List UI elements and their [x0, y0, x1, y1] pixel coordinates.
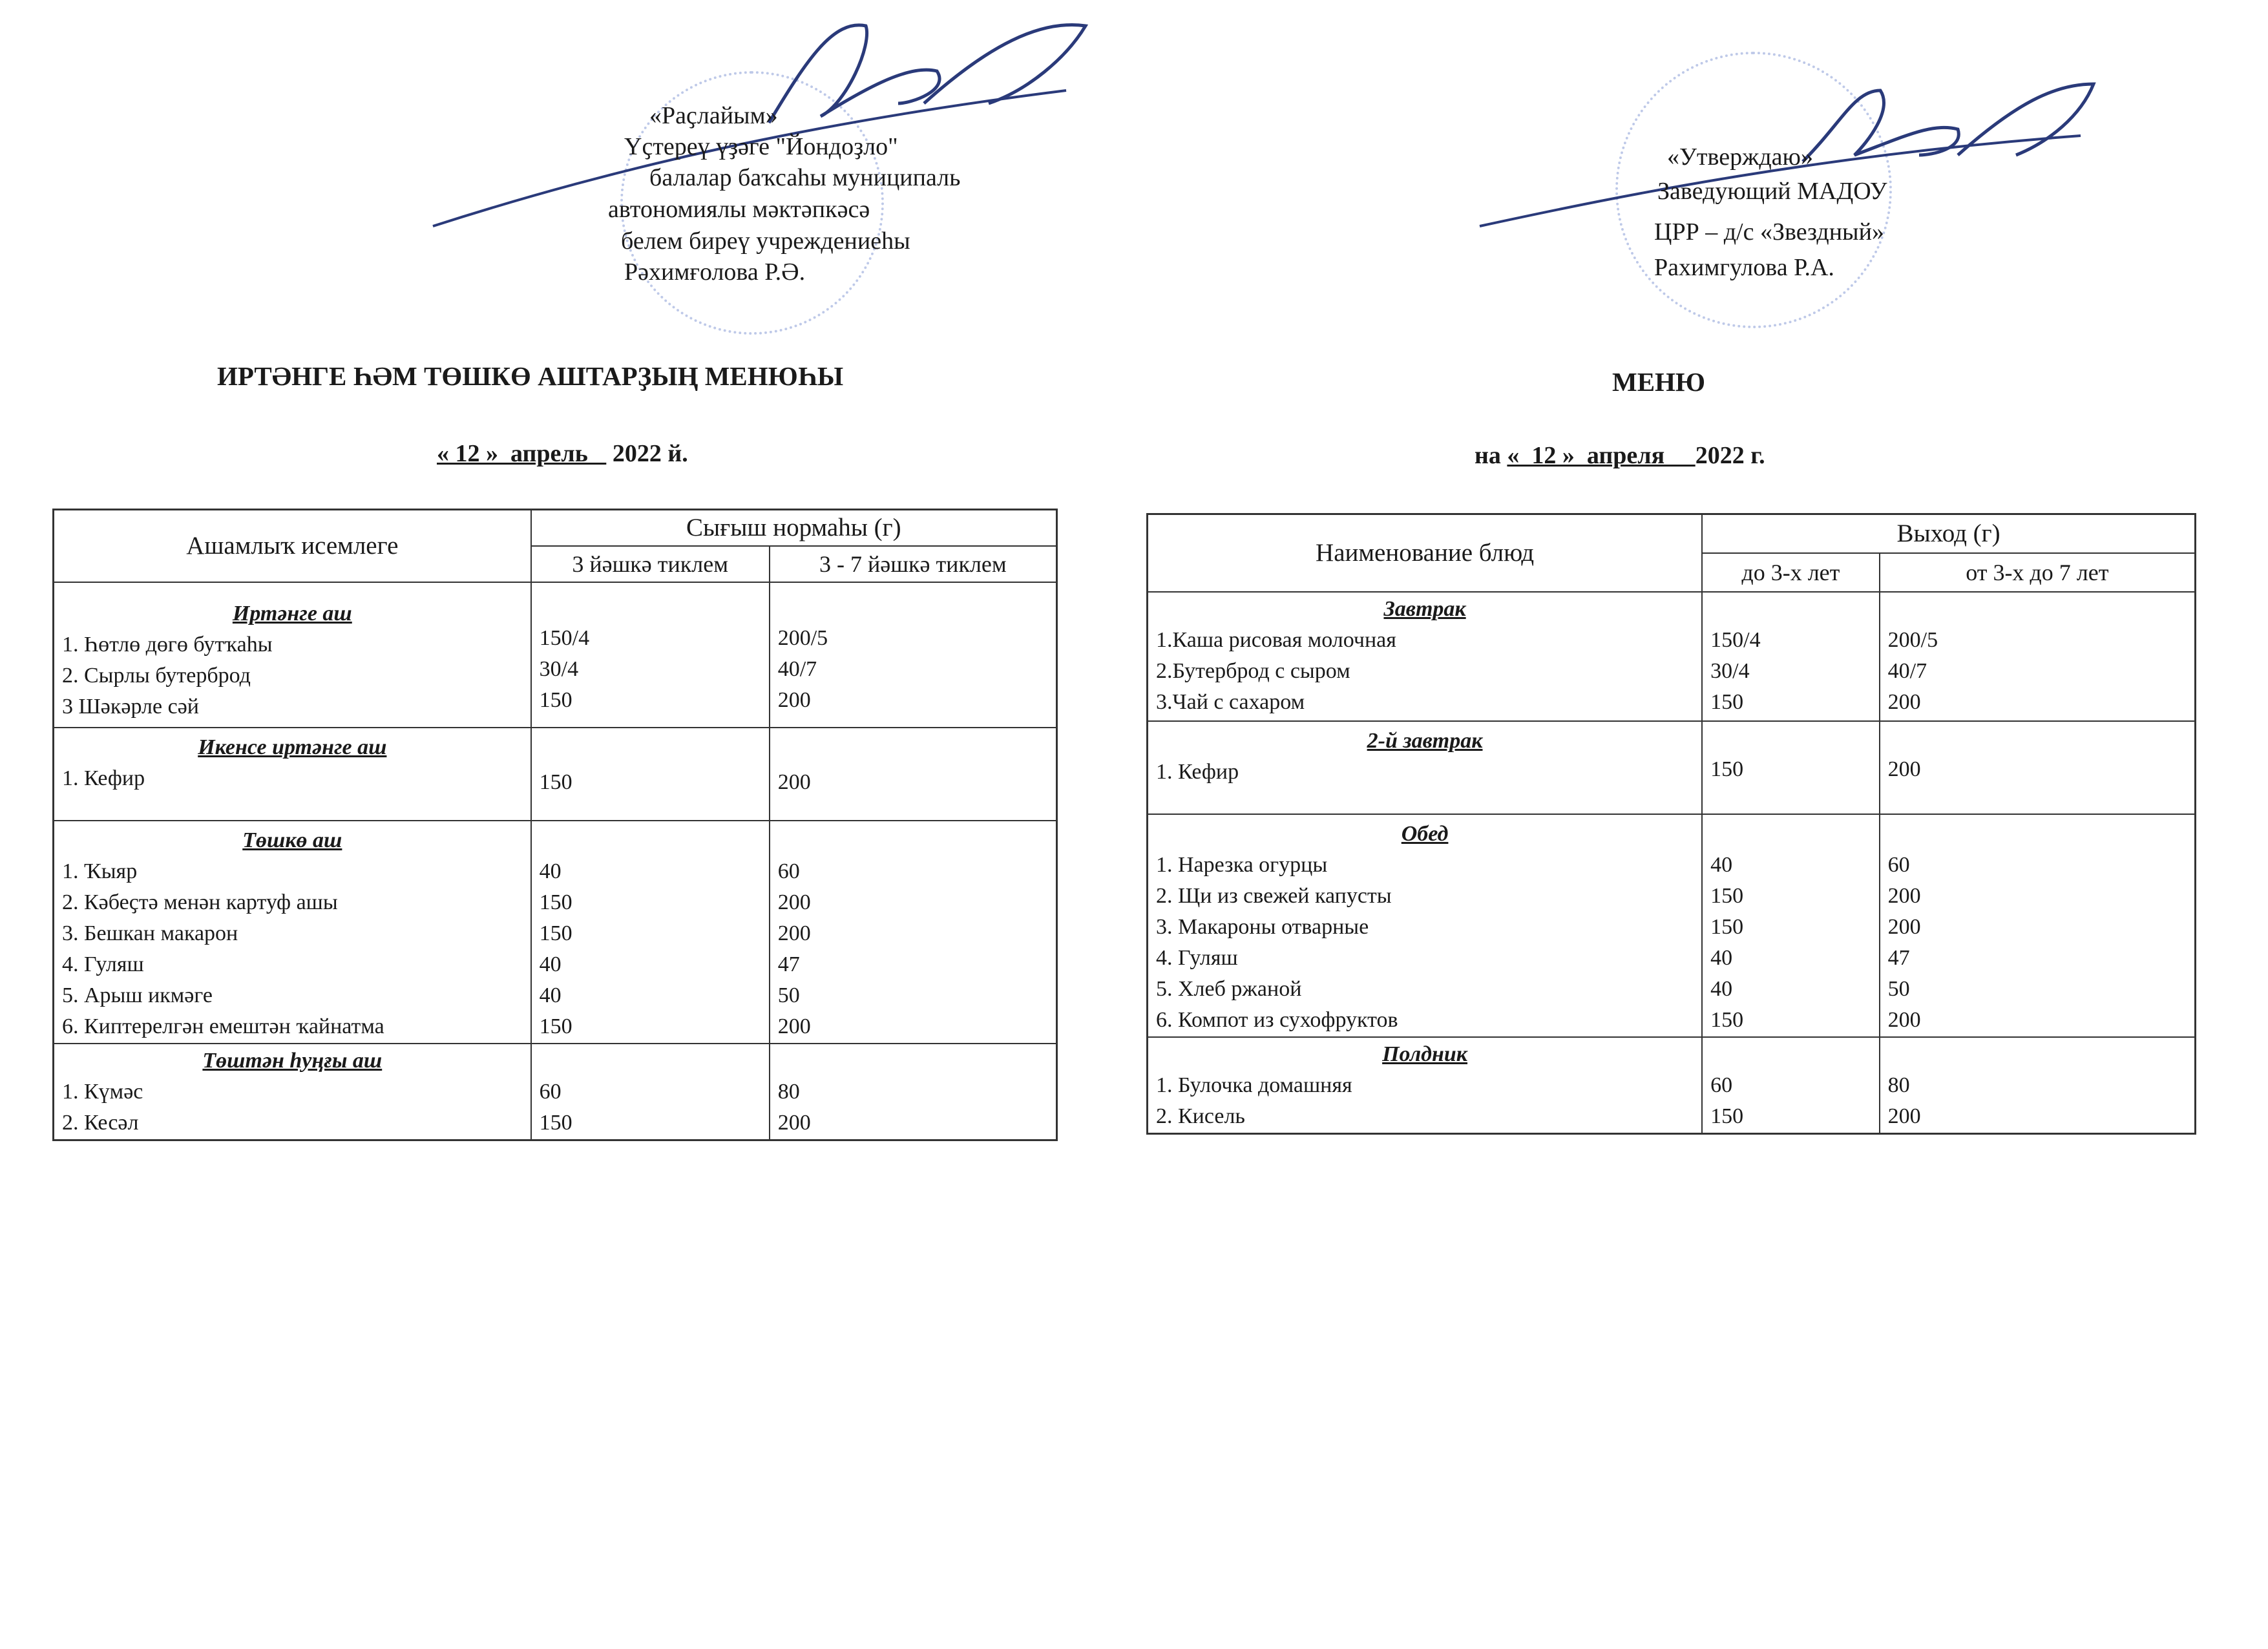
left-value: 150 — [539, 1110, 572, 1135]
right-section-title: Завтрак — [1383, 596, 1466, 621]
right-approval-line4: Рахимгулова Р.А. — [1654, 254, 1834, 281]
left-value: 60 — [539, 1079, 562, 1104]
left-date-year: 2022 й. — [612, 440, 688, 467]
right-item: 2. Щи из свежей капусты — [1156, 883, 1392, 908]
right-section-second-breakfast — [1148, 721, 2196, 814]
right-item: 1. Булочка домашняя — [1156, 1073, 1352, 1097]
right-value: 150 — [1710, 1007, 1744, 1032]
right-value: 60 — [1710, 1073, 1733, 1097]
left-menu-table — [52, 509, 1058, 1141]
right-value: 150 — [1710, 757, 1744, 781]
right-header-col1: до 3-х лет — [1702, 553, 1879, 592]
right-value: 40 — [1710, 945, 1733, 970]
right-value: 150 — [1710, 689, 1744, 714]
right-value: 150 — [1710, 883, 1744, 908]
right-value: 150 — [1710, 914, 1744, 939]
left-approval-line2: Үҫтереү үҙәге "Йондоҙло" — [624, 133, 898, 160]
left-date-main: « 12 » апрель — [437, 440, 607, 467]
right-value: 60 — [1887, 852, 1910, 877]
right-approval-line1: «Утверждаю» — [1667, 143, 1813, 171]
right-value: 200 — [1887, 757, 1921, 781]
right-date-prefix: на — [1475, 442, 1507, 469]
left-value: 200/5 — [777, 625, 828, 650]
right-value: 200/5 — [1887, 627, 1938, 652]
right-value: 150/4 — [1710, 627, 1761, 652]
left-approval-line6: Рәхимғолова Р.Ә. — [624, 258, 806, 286]
left-section-title: Икенсе иртәнге аш — [198, 735, 387, 759]
right-section-title: Полдник — [1382, 1042, 1468, 1066]
left-section-lunch — [54, 821, 1057, 1044]
left-value: 150 — [539, 770, 572, 794]
right-section-breakfast — [1148, 592, 2196, 721]
left-item: 1. Кефир — [62, 766, 145, 790]
left-value: 150 — [539, 921, 572, 945]
right-item: 2. Кисель — [1156, 1104, 1245, 1128]
right-date-year: 2022 г. — [1695, 442, 1765, 469]
right-item: 3.Чай с сахаром — [1156, 689, 1305, 714]
left-value: 40/7 — [777, 656, 817, 681]
right-approval-line2: Заведующий МАДОУ — [1657, 178, 1887, 205]
left-value: 200 — [777, 921, 811, 945]
left-section-title: Төштән һуңғы аш — [202, 1048, 383, 1073]
right-value: 40 — [1710, 976, 1733, 1001]
left-value: 200 — [777, 890, 811, 914]
right-title: МЕНЮ — [1612, 367, 1706, 397]
left-value: 150 — [539, 688, 572, 712]
left-item: 4. Гуляш — [62, 952, 144, 976]
left-item: 6. Киптерелгән емештән ҡайнатма — [62, 1014, 384, 1038]
right-approval-line3: ЦРР – д/с «Звездный» — [1654, 218, 1884, 246]
right-value: 200 — [1887, 1007, 1921, 1032]
left-approval-line4: автономиялы мәктәпкәсә — [608, 196, 870, 223]
right-section-lunch — [1148, 814, 2196, 1037]
right-item: 1. Нарезка огурцы — [1156, 852, 1328, 877]
left-item: 3. Бешкан макарон — [62, 921, 238, 945]
left-value: 200 — [777, 1014, 811, 1038]
left-item: 3 Шәкәрле сәй — [62, 694, 199, 719]
right-date-main: « 12 » апреля — [1507, 442, 1696, 469]
right-value: 200 — [1887, 689, 1921, 714]
left-header-output: Сығыш нормаһы (г) — [531, 510, 1057, 546]
right-header-name: Наименование блюд — [1148, 514, 1703, 592]
left-value: 150 — [539, 890, 572, 914]
left-value: 40 — [539, 983, 562, 1007]
right-section-snack — [1148, 1037, 2196, 1134]
right-item: 3. Макароны отварные — [1156, 914, 1369, 939]
left-value: 50 — [777, 983, 800, 1007]
left-item: 1. Һөтлө дөгө бутҡаһы — [62, 632, 273, 656]
left-value: 200 — [777, 688, 811, 712]
left-item: 1. Ҡыяр — [62, 859, 138, 883]
left-approval-line1: «Раҫлайым» — [649, 102, 778, 129]
left-title: ИРТӘНГЕ ҺӘМ ТӨШКӨ АШТАРҘЫҢ МЕНЮҺЫ — [217, 361, 844, 391]
left-section-title: Төшкө аш — [242, 828, 342, 852]
right-value: 200 — [1887, 914, 1921, 939]
left-approval-line3: балалар баҡсаһы муниципаль — [649, 164, 961, 191]
right-header-col2: от 3-х до 7 лет — [1880, 553, 2196, 592]
right-section-title: 2-й завтрак — [1367, 728, 1483, 753]
left-item: 2. Сырлы бутерброд — [62, 663, 251, 688]
right-value: 200 — [1887, 883, 1921, 908]
left-header-col2: 3 - 7 йәшкә тиклем — [770, 546, 1057, 582]
right-value: 47 — [1887, 945, 1910, 970]
right-section-title: Обед — [1401, 821, 1449, 846]
left-value: 80 — [777, 1079, 800, 1104]
right-header-output: Выход (г) — [1702, 514, 2195, 553]
right-value: 40/7 — [1887, 658, 1927, 683]
left-value: 30/4 — [539, 656, 579, 681]
left-date — [437, 439, 688, 468]
right-value: 200 — [1887, 1104, 1921, 1128]
left-value: 150/4 — [539, 625, 590, 650]
right-value: 40 — [1710, 852, 1733, 877]
left-section-breakfast — [54, 582, 1057, 728]
left-header-name: Ашамлыҡ исемлеге — [54, 510, 531, 582]
left-value: 200 — [777, 770, 811, 794]
left-value: 47 — [777, 952, 800, 976]
left-header-col1: 3 йәшкә тиклем — [531, 546, 770, 582]
right-menu-table — [1146, 513, 2196, 1135]
left-item: 2. Кәбеҫтә менән картуф ашы — [62, 890, 338, 914]
right-item: 4. Гуляш — [1156, 945, 1238, 970]
right-item: 2.Бутерброд с сыром — [1156, 658, 1350, 683]
left-value: 60 — [777, 859, 800, 883]
left-item: 5. Арыш икмәге — [62, 983, 213, 1007]
right-value: 30/4 — [1710, 658, 1750, 683]
right-item: 5. Хлеб ржаной — [1156, 976, 1302, 1001]
left-item: 2. Кесәл — [62, 1110, 139, 1135]
right-value: 150 — [1710, 1104, 1744, 1128]
left-section-title: Иртәнге аш — [232, 601, 352, 625]
left-approval-line5: белем биреү учреждениеһы — [621, 227, 910, 255]
left-value: 40 — [539, 952, 562, 976]
left-value: 200 — [777, 1110, 811, 1135]
left-value: 40 — [539, 859, 562, 883]
right-date — [1475, 441, 1765, 470]
right-item: 6. Компот из сухофруктов — [1156, 1007, 1398, 1032]
right-item: 1.Каша рисовая молочная — [1156, 627, 1396, 652]
right-value: 80 — [1887, 1073, 1910, 1097]
right-value: 50 — [1887, 976, 1910, 1001]
left-section-second-breakfast — [54, 728, 1057, 821]
left-section-snack — [54, 1044, 1057, 1140]
left-value: 150 — [539, 1014, 572, 1038]
right-item: 1. Кефир — [1156, 759, 1239, 784]
left-item: 1. Күмәс — [62, 1079, 143, 1104]
